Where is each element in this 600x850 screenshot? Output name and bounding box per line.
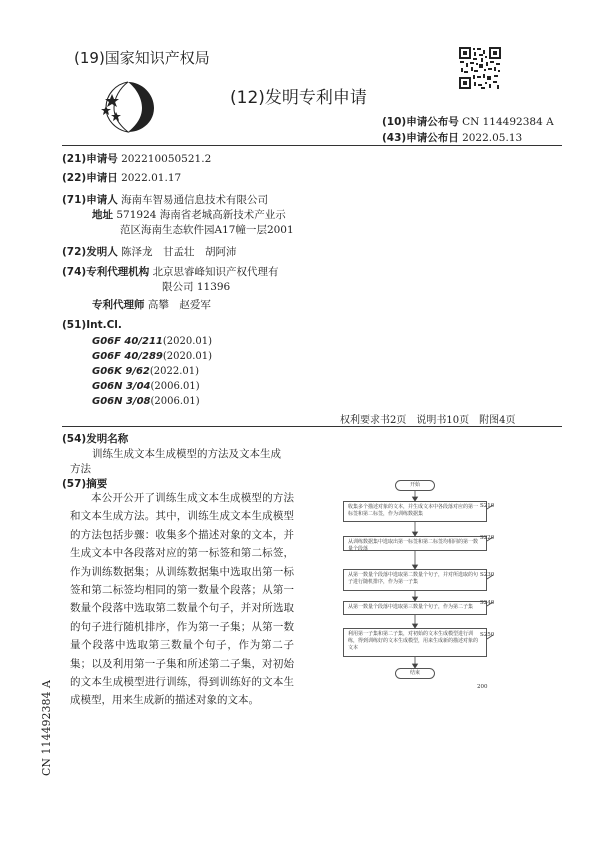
ipc-code: G06N 3/08 bbox=[92, 396, 151, 407]
ipc-code: G06K 9/62 bbox=[92, 366, 150, 377]
inventors bbox=[62, 244, 237, 259]
patent-agency-line-2: 限公司 11396 bbox=[162, 281, 231, 293]
patent-agency-label: (74)专利代理机构 bbox=[62, 266, 150, 278]
cnipa-logo-icon bbox=[98, 78, 160, 134]
publication-number-value: CN 114492384 A bbox=[462, 116, 554, 128]
invention-title-line-1: 训练生成文本生成模型的方法及文本生成 bbox=[92, 448, 281, 460]
flow-step-s210: 收集多个描述对象的文本，并生成文本中各段落对应的第一标签和第二标签，作为训练数据集 bbox=[343, 501, 487, 522]
address bbox=[92, 207, 286, 222]
publication-date-value: 2022.05.13 bbox=[462, 132, 523, 144]
flow-end: 结束 bbox=[395, 668, 435, 679]
publication-number-label: (10)申请公布号 bbox=[382, 116, 459, 128]
step-label: S240 bbox=[480, 600, 495, 606]
applicant-value: 海南车智易通信息技术有限公司 bbox=[121, 194, 269, 206]
flow-step-s220: 从训练数据集中选取出第一标签和第二标签均相同的第一数量个段落 bbox=[343, 536, 487, 551]
flow-step-s240: 从第一数量个段落中选取第三数量个句子，作为第二子集 bbox=[343, 601, 487, 615]
document-type: (12)发明专利申请 bbox=[230, 88, 367, 108]
patent-agent bbox=[92, 297, 211, 312]
patent-agency bbox=[62, 264, 279, 279]
title-label-text: (54)发明名称 bbox=[62, 433, 129, 445]
step-label: S210 bbox=[480, 503, 495, 509]
applicant-label: (71)申请人 bbox=[62, 194, 118, 206]
invention-title-line-2: 方法 bbox=[70, 463, 91, 475]
patent-agent-label: 专利代理师 bbox=[92, 299, 145, 311]
publication-number bbox=[382, 114, 554, 129]
flow-step-s230: 从第一数量个段落中选取第二数量个句子，并对所选取的句子进行随机排序，作为第一子集 bbox=[343, 569, 487, 591]
application-date-label: (22)申请日 bbox=[62, 172, 118, 184]
step-label: S250 bbox=[480, 632, 495, 638]
publication-date bbox=[382, 130, 522, 145]
abstract-label-text: (57)摘要 bbox=[62, 478, 108, 490]
header-divider bbox=[62, 145, 562, 146]
qr-code-icon bbox=[458, 46, 502, 90]
address-label: 地址 bbox=[92, 209, 113, 221]
biblio-divider bbox=[62, 426, 562, 427]
inventors-value: 陈泽龙 甘孟壮 胡阿沛 bbox=[121, 246, 237, 258]
ipc-date: (2006.01) bbox=[150, 396, 200, 407]
ipc-date: (2022.01) bbox=[149, 366, 200, 377]
inventors-label: (72)发明人 bbox=[62, 246, 118, 258]
patent-agency-line-1: 北京思睿峰知识产权代理有 bbox=[152, 266, 279, 278]
flowchart-figure bbox=[335, 475, 500, 695]
applicant bbox=[62, 192, 268, 207]
ipc-code: G06F 40/211 bbox=[92, 336, 163, 347]
patent-agent-value: 高攀 赵爱军 bbox=[147, 299, 211, 311]
flow-step-s250: 利用第一子集和第二子集，对初始的文本生成模型进行训练，得到训练好的文本生成模型，用来生成新的描述对象的文本 bbox=[343, 628, 487, 657]
int-cl-label bbox=[62, 319, 122, 331]
application-number bbox=[62, 151, 211, 166]
address-line-1: 571924 海南省老城高新技术产业示 bbox=[116, 209, 286, 221]
ipc-entry bbox=[92, 336, 212, 347]
ipc-entry bbox=[92, 396, 200, 407]
int-cl-label-text: (51)Int.Cl. bbox=[62, 319, 122, 331]
publication-date-label: (43)申请公布日 bbox=[382, 132, 459, 144]
ipc-entry bbox=[92, 381, 200, 392]
ipc-code: G06F 40/289 bbox=[92, 351, 163, 362]
ipc-entry bbox=[92, 366, 199, 377]
application-date bbox=[62, 170, 181, 185]
ipc-date: (2020.01) bbox=[162, 336, 213, 347]
side-publication-number: CN 114492384 A bbox=[40, 680, 53, 776]
figure-number: 200 bbox=[477, 684, 488, 690]
application-number-value: 202210050521.2 bbox=[121, 153, 212, 165]
title-label bbox=[62, 431, 128, 446]
ipc-date: (2006.01) bbox=[150, 381, 200, 392]
application-number-label: (21)申请号 bbox=[62, 153, 118, 165]
application-date-value: 2022.01.17 bbox=[121, 172, 182, 184]
ipc-date: (2020.01) bbox=[162, 351, 213, 362]
flow-start: 开始 bbox=[395, 480, 435, 491]
page-counts: 权利要求书2页 说明书10页 附图4页 bbox=[340, 415, 516, 426]
address-line-2: 范区海南生态软件园A17幢一层2001 bbox=[120, 224, 294, 236]
step-label: S220 bbox=[480, 535, 495, 541]
ipc-code: G06N 3/04 bbox=[92, 381, 151, 392]
ipc-entry bbox=[92, 351, 212, 362]
abstract-text: 本公开公开了训练生成文本生成模型的方法和文本生成方法。其中，训练生成文本生成模型的方法包括步骤：收集多个描述对象的文本，并生成文本中各段落对应的第一标签和第二标签，作为训练数据集；从训练数据集中选取出第一标签和第二标签均相同的第一数量个段落；从第一数量个段落中选取第二数量个句子，并对所选取的句子进行随机排序，作为第一子集；从第一数量个段落中选取第三数量个句子，作为第二子集；以及利用第一子集和所述第二子集，对初始的文本生成模型进行训练，得到训练好的文本生成模型，用来生成新的描述对象的文本。 bbox=[70, 492, 294, 707]
step-label: S230 bbox=[480, 572, 495, 578]
office-name: (19)国家知识产权局 bbox=[74, 49, 210, 67]
